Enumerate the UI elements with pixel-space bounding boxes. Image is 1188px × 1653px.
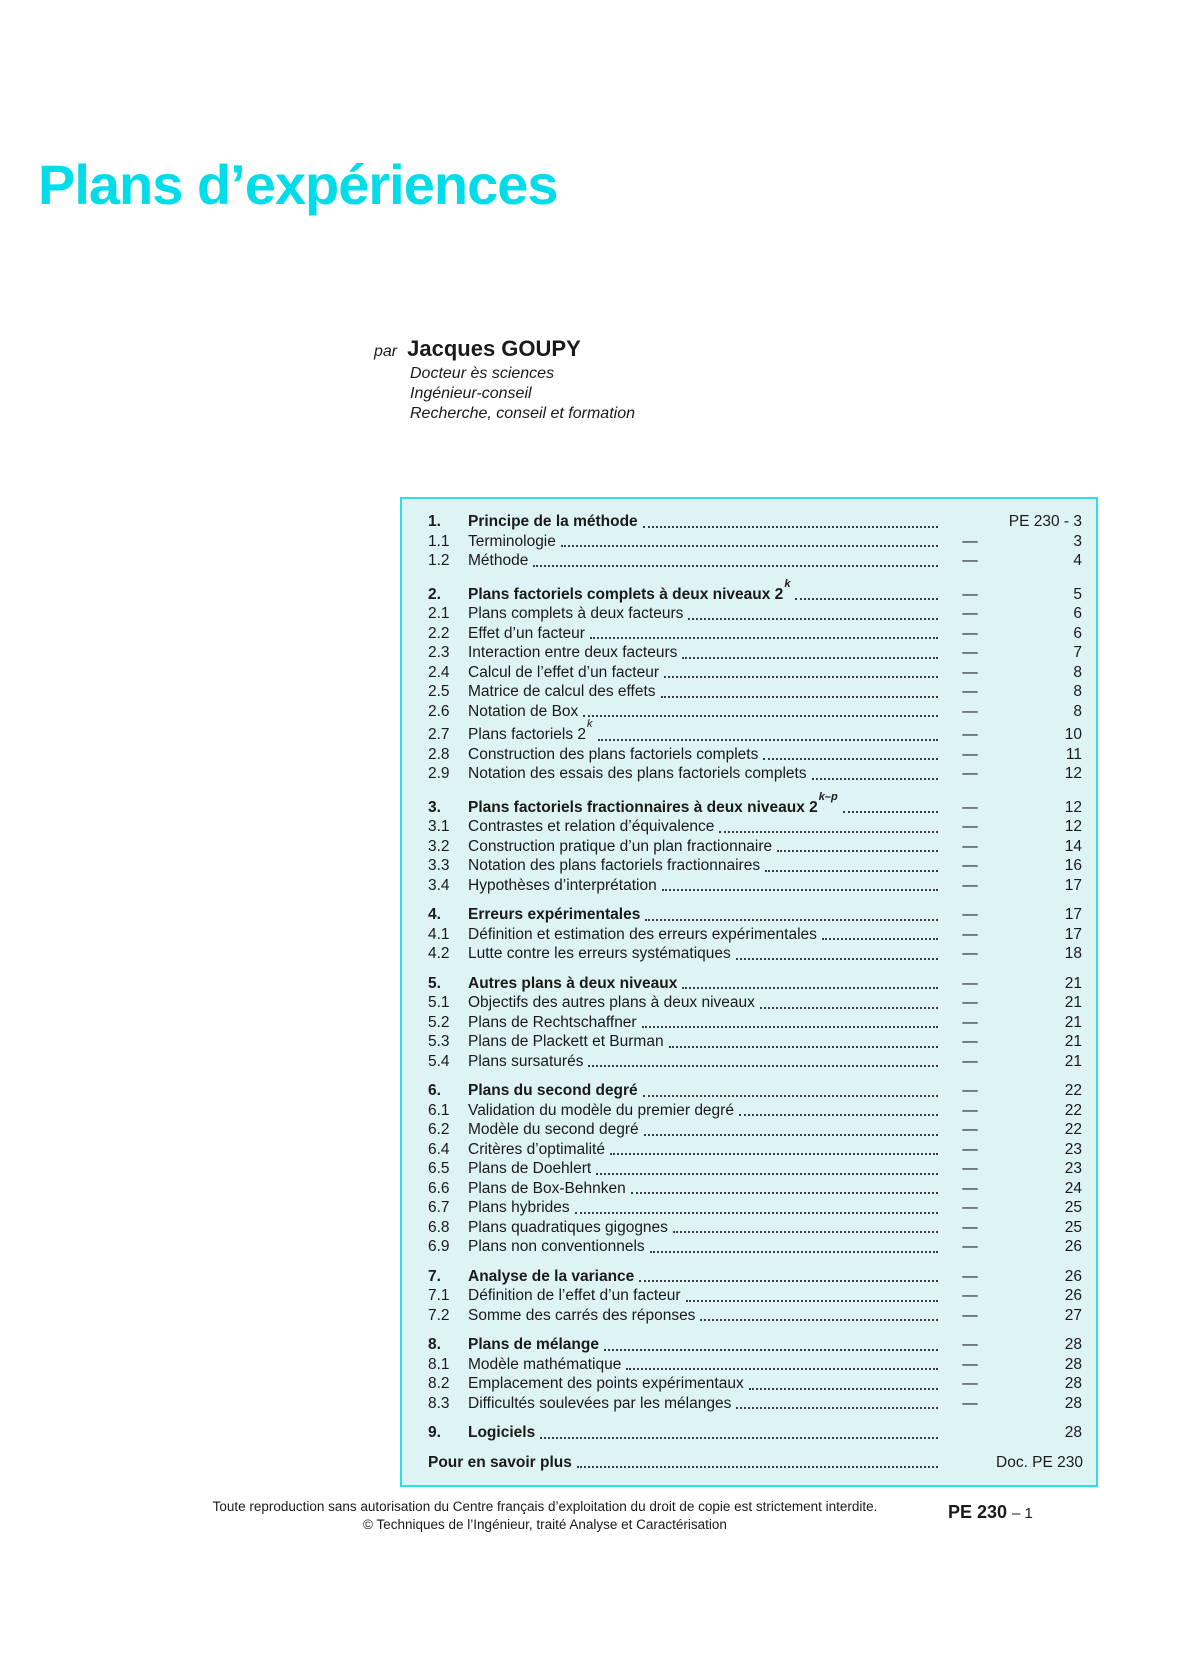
toc-entry-number: 8.2 — [428, 1375, 450, 1393]
toc-entry-dash: — — [962, 1052, 978, 1070]
toc-entry — [428, 1237, 1082, 1257]
author-title-line: Recherche, conseil et formation — [410, 405, 635, 422]
dot-leader — [682, 657, 938, 659]
toc-entry — [428, 577, 1082, 605]
toc-entry — [428, 1355, 1082, 1375]
toc-entry-number: 3. — [428, 798, 441, 816]
toc-entry-title: Matrice de calcul des effets — [468, 683, 656, 701]
page-title: Plans d’expériences — [38, 153, 558, 216]
toc-entry-page: 3 — [1073, 532, 1082, 550]
dot-leader — [650, 1251, 938, 1253]
dot-leader — [642, 1026, 938, 1028]
toc-entry-dash: — — [962, 1121, 978, 1139]
toc-entry — [428, 604, 1082, 624]
toc-entry-number: 6.7 — [428, 1199, 450, 1217]
toc-entry — [428, 944, 1082, 964]
toc-entry-page: 23 — [1064, 1160, 1082, 1178]
toc-entry — [428, 856, 1082, 876]
toc-entry — [428, 1453, 1082, 1473]
toc-entry-title: Plans factoriels fractionnaires à deux niveaux 2$^{k-p}$ — [468, 790, 838, 816]
dot-leader — [588, 1065, 938, 1067]
toc-entry-page: 28 — [1064, 1394, 1082, 1412]
toc-entry — [428, 1306, 1082, 1326]
toc-entry-title: Critères d’optimalité — [468, 1140, 605, 1158]
dot-leader — [610, 1153, 938, 1155]
dot-leader — [795, 598, 938, 600]
dot-leader — [575, 1212, 938, 1214]
toc-entry — [428, 718, 1082, 745]
toc-entry-number: 2. — [428, 585, 441, 603]
footer-line-2: © Techniques de l’Ingénieur, traité Analyse et Caractérisation — [363, 1517, 727, 1532]
toc-entry-number: 2.1 — [428, 605, 450, 623]
dot-leader — [662, 889, 938, 891]
toc-entry-title: Construction pratique d’un plan fractionnaire — [468, 837, 773, 855]
toc-entry — [428, 1052, 1082, 1072]
byline — [374, 336, 635, 362]
toc-entry-number: 6.8 — [428, 1218, 450, 1236]
toc-entry-number: 8. — [428, 1336, 441, 1354]
dot-leader — [700, 1319, 938, 1321]
toc-entry-page: 17 — [1064, 906, 1082, 924]
dot-leader — [604, 1349, 938, 1351]
toc-entry — [428, 1120, 1082, 1140]
toc-entry-page: 6 — [1073, 624, 1082, 642]
toc-entry-title: Contrastes et relation d’équivalence — [468, 818, 715, 836]
dot-leader — [644, 1134, 938, 1136]
toc-entry-dash: — — [962, 1306, 978, 1324]
author-title-line: Ingénieur-conseil — [410, 385, 532, 402]
toc-entry-number: 6.1 — [428, 1101, 450, 1119]
dot-leader — [664, 676, 938, 678]
toc-entry-dash: — — [962, 585, 978, 603]
toc-entry — [428, 682, 1082, 702]
toc-entry-number: 8.1 — [428, 1355, 450, 1373]
dot-leader — [669, 1046, 938, 1048]
dot-leader — [583, 715, 938, 717]
dot-leader — [673, 1231, 938, 1233]
toc-entry-page: 22 — [1064, 1121, 1082, 1139]
toc-entry-number: 2.6 — [428, 702, 450, 720]
toc-entry-dash: — — [962, 1199, 978, 1217]
toc-entry-number: 3.1 — [428, 818, 450, 836]
toc-entry-number: 5.3 — [428, 1033, 450, 1051]
toc-entry-dash: — — [962, 1394, 978, 1412]
toc-entry-title: Hypothèses d’interprétation — [468, 876, 657, 894]
toc-entry-dash: — — [962, 663, 978, 681]
toc-entry-number: 2.8 — [428, 745, 450, 763]
toc-entry-dash: — — [962, 1238, 978, 1256]
toc-entry-page: 28 — [1064, 1355, 1082, 1373]
toc-entry-dash: — — [962, 818, 978, 836]
toc-entry-page: 21 — [1064, 994, 1082, 1012]
toc-entry — [428, 925, 1082, 945]
dot-leader — [639, 1280, 938, 1282]
toc-entry-dash: — — [962, 1375, 978, 1393]
toc-entry-dash: — — [962, 1179, 978, 1197]
toc-entry-page: 27 — [1064, 1306, 1082, 1324]
toc-entry — [428, 817, 1082, 837]
toc-entry-dash: — — [962, 906, 978, 924]
toc-entry-title: Calcul de l’effet d’un facteur — [468, 663, 659, 681]
toc-entry-title: Plans sursaturés — [468, 1052, 584, 1070]
toc-entry-title: Plans complets à deux facteurs — [468, 605, 684, 623]
toc-entry-page: 25 — [1064, 1199, 1082, 1217]
toc-entry-title: Principe de la méthode — [468, 513, 638, 530]
toc-entry — [428, 551, 1082, 571]
toc-entry-dash: — — [962, 765, 978, 783]
toc-entry-title: Plans de Doehlert — [468, 1160, 592, 1178]
dot-leader — [739, 1114, 938, 1116]
toc-entry-number: 6.2 — [428, 1121, 450, 1139]
toc-entry-title: Plans de mélange — [468, 1336, 599, 1354]
toc-entry-dash: — — [962, 1287, 978, 1305]
toc-entry-dash: — — [962, 1218, 978, 1236]
toc-entry-dash: — — [962, 1013, 978, 1031]
toc-entry-title: Difficultés soulevées par les mélanges — [468, 1394, 732, 1412]
toc-entry-page: 22 — [1064, 1101, 1082, 1119]
toc-entry-page: 28 — [1064, 1336, 1082, 1354]
toc-entry — [428, 837, 1082, 857]
toc-entry-page: 5 — [1073, 585, 1082, 603]
toc-entry-title: Construction des plans factoriels complets — [468, 745, 759, 763]
toc-entry-page: 21 — [1064, 1033, 1082, 1051]
toc-entry-dash: — — [962, 925, 978, 943]
toc-entry — [428, 1140, 1082, 1160]
author-title-line: Docteur ès sciences — [410, 365, 555, 382]
toc-entry-dash: — — [962, 857, 978, 875]
toc-entry — [428, 1032, 1082, 1052]
dot-leader — [631, 1192, 938, 1194]
toc-entry-page: 14 — [1064, 837, 1082, 855]
toc-entry-dash: — — [962, 702, 978, 720]
toc-entry-number: 5. — [428, 974, 441, 992]
toc-entry — [428, 1423, 1082, 1443]
toc-entry-dash: — — [962, 532, 978, 550]
toc-entry-number: 2.4 — [428, 663, 450, 681]
toc-entry-title: Lutte contre les erreurs systématiques — [468, 945, 731, 963]
toc-entry-page: 28 — [1064, 1375, 1082, 1393]
toc-entry — [428, 1159, 1082, 1179]
toc-entry-page: 17 — [1064, 925, 1082, 943]
toc-entry-title: Plans quadratiques gigognes — [468, 1218, 668, 1236]
toc-entry-dash: — — [962, 552, 978, 569]
toc-entry-page: 8 — [1073, 663, 1082, 681]
toc-entry-page: 10 — [1064, 726, 1082, 744]
toc-entry-title: Définition et estimation des erreurs expérimentales — [468, 925, 817, 943]
toc-entry-dash: — — [962, 726, 978, 744]
toc-entry-title: Effet d’un facteur — [468, 624, 585, 642]
toc-entry — [428, 1267, 1082, 1287]
toc-entry — [428, 1218, 1082, 1238]
dot-leader — [561, 545, 938, 547]
dot-leader — [822, 938, 938, 940]
author-name: Jacques GOUPY — [407, 336, 581, 361]
dot-leader — [598, 739, 938, 741]
toc-entry-page: 12 — [1064, 798, 1082, 816]
toc-entry-page: 26 — [1064, 1267, 1082, 1285]
toc-entry-page: 26 — [1064, 1238, 1082, 1256]
dot-leader — [719, 831, 938, 833]
toc-entry-title: Pour en savoir plus — [428, 1453, 572, 1471]
toc-entry-number: 8.3 — [428, 1394, 450, 1412]
dot-leader — [736, 1407, 938, 1409]
toc-entry-dash: — — [962, 1033, 978, 1051]
toc-entry-number: 5.4 — [428, 1052, 450, 1070]
toc-entry-number: 9. — [428, 1424, 441, 1442]
toc-entry-title: Plans factoriels 2$^k$ — [468, 718, 593, 744]
dot-leader — [643, 1095, 938, 1097]
toc-entry-dash: — — [962, 1082, 978, 1100]
toc-entry-number: 1. — [428, 513, 441, 530]
toc-entry-dash: — — [962, 605, 978, 623]
toc-entry-page: 4 — [1073, 552, 1082, 569]
toc-entry-title: Plans de Plackett et Burman — [468, 1033, 664, 1051]
toc-entry — [428, 1286, 1082, 1306]
toc-entry-number: 5.1 — [428, 994, 450, 1012]
toc-entry — [428, 1198, 1082, 1218]
toc-entry — [428, 702, 1082, 722]
toc-entry-number: 6.5 — [428, 1160, 450, 1178]
toc-entry-page: 24 — [1064, 1179, 1082, 1197]
toc-entry-dash: — — [962, 745, 978, 763]
page-number: – 1 — [1012, 1505, 1033, 1522]
toc-entry-title: Modèle mathématique — [468, 1355, 622, 1373]
toc-entry-dash: — — [962, 1101, 978, 1119]
dot-leader — [812, 778, 938, 780]
toc-entry-dash: — — [962, 798, 978, 816]
toc-entry — [428, 624, 1082, 644]
toc-entry — [428, 745, 1082, 765]
toc-entry-page: 12 — [1064, 765, 1082, 783]
toc-entry-dash: — — [962, 876, 978, 894]
toc-entry-title: Plans du second degré — [468, 1082, 638, 1100]
toc-entry — [428, 1101, 1082, 1121]
toc-entry — [428, 1335, 1082, 1355]
toc-entry-page: 6 — [1073, 605, 1082, 623]
toc-entry-number: 1.1 — [428, 532, 450, 550]
toc-entry — [428, 643, 1082, 663]
toc-entry — [428, 876, 1082, 896]
toc-entry-number: 2.2 — [428, 624, 450, 642]
toc-entry — [428, 790, 1082, 818]
toc-entry — [428, 974, 1082, 994]
toc-entry-number: 5.2 — [428, 1013, 450, 1031]
footer-line-1: Toute reproduction sans autorisation du Centre français d’exploitation du droit de copie est strictement interdite. — [212, 1499, 878, 1514]
author-titles — [410, 364, 635, 424]
toc-entry-number: 7.1 — [428, 1287, 450, 1305]
toc-entry-number: 6.6 — [428, 1179, 450, 1197]
toc-entry-number: 7.2 — [428, 1306, 450, 1324]
toc-entry-page: 21 — [1064, 1013, 1082, 1031]
toc-entry-dash: — — [962, 644, 978, 662]
toc-entry-title: Emplacement des points expérimentaux — [468, 1375, 744, 1393]
dot-leader — [533, 565, 938, 567]
toc-entry-title: Méthode — [468, 552, 529, 569]
toc-entry-number: 3.3 — [428, 857, 450, 875]
toc-entry — [428, 993, 1082, 1013]
toc-entry-superscript: k–p — [818, 790, 838, 803]
toc-entry-page: 17 — [1064, 876, 1082, 894]
toc-entry — [428, 1081, 1082, 1101]
toc-entry-title: Notation des essais des plans factoriels complets — [468, 765, 807, 783]
toc-entry-number: 6. — [428, 1082, 441, 1100]
toc-entry — [428, 1179, 1082, 1199]
toc-entry-title: Plans non conventionnels — [468, 1238, 645, 1256]
toc-entry-page: 21 — [1064, 974, 1082, 992]
toc-entry-page: 21 — [1064, 1052, 1082, 1070]
dot-leader — [590, 637, 938, 639]
toc-entry — [428, 512, 1082, 532]
toc-entry-title: Terminologie — [468, 532, 556, 550]
dot-leader — [577, 1466, 938, 1468]
toc-entry-page: 8 — [1073, 702, 1082, 720]
toc-entry-superscript: k — [784, 577, 791, 590]
toc-entry-number: 6.4 — [428, 1140, 450, 1158]
dot-leader — [736, 958, 938, 960]
dot-leader — [643, 526, 938, 528]
toc-entry-number: 2.3 — [428, 644, 450, 662]
dot-leader — [596, 1173, 938, 1175]
toc-entry — [428, 663, 1082, 683]
toc-entry-page: 8 — [1073, 683, 1082, 701]
toc-entry-title: Validation du modèle du premier degré — [468, 1101, 734, 1119]
toc-entry-page: 26 — [1064, 1287, 1082, 1305]
toc-entry-number: 4.1 — [428, 925, 450, 943]
dot-leader — [688, 618, 938, 620]
toc-entry-title: Erreurs expérimentales — [468, 906, 641, 924]
toc-entry-dash: — — [962, 1267, 978, 1285]
toc-entry-page: PE 230 - 3 — [1008, 513, 1082, 530]
footer-notice — [150, 1498, 940, 1534]
toc-entry-number: 4. — [428, 906, 441, 924]
toc-entry-page: Doc. PE 230 — [996, 1453, 1084, 1471]
toc-entry-title: Plans de Box-Behnken — [468, 1179, 626, 1197]
toc-entry — [428, 764, 1082, 784]
toc-entry-title: Interaction entre deux facteurs — [468, 644, 678, 662]
toc-entry — [428, 532, 1082, 552]
dot-leader — [763, 758, 938, 760]
toc-entry-dash: — — [962, 1355, 978, 1373]
toc-entry-page: 7 — [1073, 644, 1082, 662]
toc-entry-superscript: k — [587, 718, 593, 731]
toc-entry-number: 3.4 — [428, 876, 450, 894]
dot-leader — [749, 1388, 938, 1390]
toc-entry — [428, 1013, 1082, 1033]
dot-leader — [777, 850, 938, 852]
toc-entry-dash: — — [962, 837, 978, 855]
toc-entry-number: 4.2 — [428, 945, 450, 963]
toc-entry-title: Logiciels — [468, 1424, 536, 1442]
author-block — [374, 336, 635, 424]
toc-entry-title: Plans hybrides — [468, 1199, 570, 1217]
toc-entry-dash: — — [962, 994, 978, 1012]
toc-entry-title: Analyse de la variance — [468, 1267, 635, 1285]
dot-leader — [626, 1368, 938, 1370]
table-of-contents — [400, 497, 1098, 1487]
dot-leader — [682, 987, 938, 989]
toc-entry-title: Objectifs des autres plans à deux niveaux — [468, 994, 755, 1012]
toc-entry-number: 7. — [428, 1267, 441, 1285]
dot-leader — [760, 1007, 938, 1009]
dot-leader — [661, 696, 938, 698]
toc-entry-title: Plans de Rechtschaffner — [468, 1013, 637, 1031]
toc-entry-page: 12 — [1064, 818, 1082, 836]
dot-leader — [540, 1437, 938, 1439]
toc-entry-number: 1.2 — [428, 552, 450, 569]
doc-reference: PE 230 — [948, 1502, 1008, 1522]
toc-entry-title: Modèle du second degré — [468, 1121, 639, 1139]
toc-entry-dash: — — [962, 683, 978, 701]
toc-entry-page: 11 — [1065, 745, 1082, 763]
toc-entry-number: 2.9 — [428, 765, 450, 783]
toc-entry-dash: — — [962, 624, 978, 642]
dot-leader — [765, 870, 938, 872]
toc-entry-number: 2.5 — [428, 683, 450, 701]
toc-entry-title: Notation de Box — [468, 702, 579, 720]
toc-entry-title: Autres plans à deux niveaux — [468, 974, 678, 992]
toc-entry-number: 3.2 — [428, 837, 450, 855]
toc-entry — [428, 1374, 1082, 1394]
toc-entry-page: 22 — [1064, 1082, 1082, 1100]
toc-entry-page: 28 — [1064, 1424, 1082, 1442]
toc-entry-number: 2.7 — [428, 726, 450, 744]
toc-entry-title: Plans factoriels complets à deux niveaux 2$^k$ — [468, 577, 791, 603]
toc-entry-page: 23 — [1064, 1140, 1082, 1158]
toc-entry-title: Notation des plans factoriels fractionnaires — [468, 857, 761, 875]
toc-entry-page: 18 — [1064, 945, 1082, 963]
dot-leader — [686, 1300, 938, 1302]
dot-leader — [645, 919, 938, 921]
toc-entry-page: 25 — [1064, 1218, 1082, 1236]
toc-entry — [428, 1394, 1082, 1414]
toc-entry-title: Somme des carrés des réponses — [468, 1306, 696, 1324]
toc-entry-title: Définition de l’effet d’un facteur — [468, 1287, 681, 1305]
toc-entry-page: 16 — [1064, 857, 1082, 875]
toc-entry-dash: — — [962, 974, 978, 992]
toc-entry-dash: — — [962, 1160, 978, 1178]
byline-prefix: par — [374, 343, 398, 360]
dot-leader — [843, 811, 938, 813]
footer-doc-ref — [948, 1502, 1033, 1523]
toc-entry-dash: — — [962, 945, 978, 963]
toc-entry-dash: — — [962, 1336, 978, 1354]
toc-entry-dash: — — [962, 1140, 978, 1158]
toc-entry-number: 6.9 — [428, 1238, 450, 1256]
toc-entry — [428, 905, 1082, 925]
